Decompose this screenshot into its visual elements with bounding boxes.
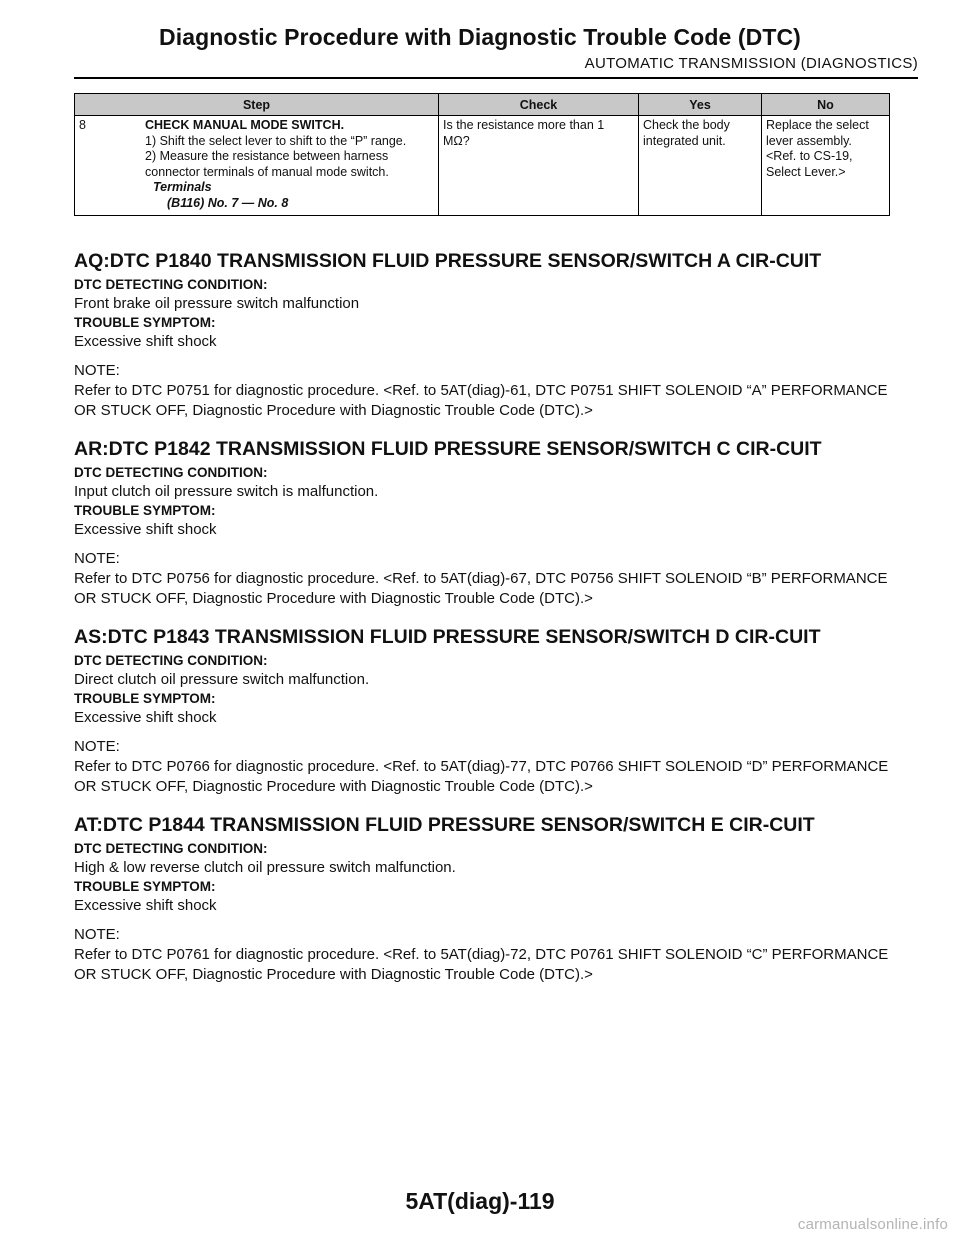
trouble-symptom-text: Excessive shift shock bbox=[74, 333, 217, 350]
step-table bbox=[74, 93, 890, 216]
trouble-symptom-label: TROUBLE SYMPTOM: bbox=[74, 691, 216, 706]
page-title: Diagnostic Procedure with Diagnostic Trouble Code (DTC) bbox=[159, 24, 801, 50]
dtc-section-p1844 bbox=[74, 814, 894, 985]
column-header-yes: Yes bbox=[639, 94, 762, 116]
step-number: 8 bbox=[79, 118, 86, 132]
step-cell bbox=[75, 116, 439, 216]
trouble-symptom-text: Excessive shift shock bbox=[74, 709, 217, 726]
note-text: Refer to DTC P0751 for diagnostic procedure. <Ref. to 5AT(diag)-61, DTC P0751 SHIFT SOLENOID “A” PERFORMANCE OR STUCK OFF, Diagnostic Procedure with Diagnostic Trouble Code (DTC).> bbox=[74, 382, 888, 419]
dtc-section-p1842 bbox=[74, 438, 894, 609]
note-text: Refer to DTC P0756 for diagnostic procedure. <Ref. to 5AT(diag)-67, DTC P0756 SHIFT SOLENOID “B” PERFORMANCE OR STUCK OFF, Diagnostic Procedure with Diagnostic Trouble Code (DTC).> bbox=[74, 570, 888, 607]
detecting-condition-text: Front brake oil pressure switch malfunction bbox=[74, 295, 360, 312]
yes-cell: Check the body integrated unit. bbox=[639, 116, 762, 216]
section-title: AR:DTC P1842 TRANSMISSION FLUID PRESSURE SENSOR/SWITCH C CIR-CUIT bbox=[74, 438, 822, 460]
dtc-sections bbox=[74, 250, 894, 1002]
chapter-subtitle: AUTOMATIC TRANSMISSION (DIAGNOSTICS) bbox=[584, 55, 918, 72]
trouble-symptom-text: Excessive shift shock bbox=[74, 897, 217, 914]
dtc-section-p1843 bbox=[74, 626, 894, 797]
detecting-condition-text: Direct clutch oil pressure switch malfunction. bbox=[74, 671, 370, 688]
note-text: Refer to DTC P0761 for diagnostic procedure. <Ref. to 5AT(diag)-72, DTC P0761 SHIFT SOLENOID “C” PERFORMANCE OR STUCK OFF, Diagnostic Procedure with Diagnostic Trouble Code (DTC).> bbox=[74, 946, 889, 983]
page-number: 5AT(diag)-119 bbox=[405, 1188, 555, 1214]
table-header-row bbox=[75, 94, 890, 116]
check-cell: Is the resistance more than 1 MΩ? bbox=[439, 116, 639, 216]
dtc-section-p1840 bbox=[74, 250, 894, 421]
header-divider bbox=[74, 77, 918, 79]
note-label: NOTE: bbox=[74, 926, 120, 943]
note-label: NOTE: bbox=[74, 362, 120, 379]
column-header-no: No bbox=[762, 94, 890, 116]
step-instruction-1: 1) Shift the select lever to shift to the “P” range. bbox=[145, 133, 407, 148]
column-header-check: Check bbox=[439, 94, 639, 116]
trouble-symptom-label: TROUBLE SYMPTOM: bbox=[74, 879, 216, 894]
watermark: carmanualsonline.info bbox=[797, 1216, 948, 1233]
column-header-step: Step bbox=[75, 94, 439, 116]
terminals-value: (B116) No. 7 — No. 8 bbox=[167, 195, 289, 210]
no-cell: Replace the select lever assembly. <Ref. to CS-19, Select Lever.> bbox=[762, 116, 890, 216]
trouble-symptom-label: TROUBLE SYMPTOM: bbox=[74, 503, 216, 518]
step-title: CHECK MANUAL MODE SWITCH. bbox=[145, 118, 345, 132]
section-title: AT:DTC P1844 TRANSMISSION FLUID PRESSURE SENSOR/SWITCH E CIR-CUIT bbox=[74, 814, 815, 836]
detecting-condition-label: DTC DETECTING CONDITION: bbox=[74, 841, 268, 856]
section-title: AS:DTC P1843 TRANSMISSION FLUID PRESSURE SENSOR/SWITCH D CIR-CUIT bbox=[74, 626, 821, 648]
trouble-symptom-text: Excessive shift shock bbox=[74, 521, 217, 538]
detecting-condition-text: Input clutch oil pressure switch is malfunction. bbox=[74, 483, 379, 500]
detecting-condition-text: High & low reverse clutch oil pressure switch malfunction. bbox=[74, 859, 456, 876]
note-label: NOTE: bbox=[74, 550, 120, 567]
trouble-symptom-label: TROUBLE SYMPTOM: bbox=[74, 315, 216, 330]
detecting-condition-label: DTC DETECTING CONDITION: bbox=[74, 653, 268, 668]
section-title: AQ:DTC P1840 TRANSMISSION FLUID PRESSURE SENSOR/SWITCH A CIR-CUIT bbox=[74, 250, 822, 272]
detecting-condition-label: DTC DETECTING CONDITION: bbox=[74, 277, 268, 292]
note-text: Refer to DTC P0766 for diagnostic procedure. <Ref. to 5AT(diag)-77, DTC P0766 SHIFT SOLENOID “D” PERFORMANCE OR STUCK OFF, Diagnostic Procedure with Diagnostic Trouble Code (DTC).> bbox=[74, 758, 889, 795]
detecting-condition-label: DTC DETECTING CONDITION: bbox=[74, 465, 268, 480]
table-row bbox=[75, 116, 890, 216]
step-instruction-2: 2) Measure the resistance between harness connector terminals of manual mode switch. bbox=[145, 149, 389, 179]
terminals-label: Terminals bbox=[153, 180, 212, 194]
note-label: NOTE: bbox=[74, 738, 120, 755]
